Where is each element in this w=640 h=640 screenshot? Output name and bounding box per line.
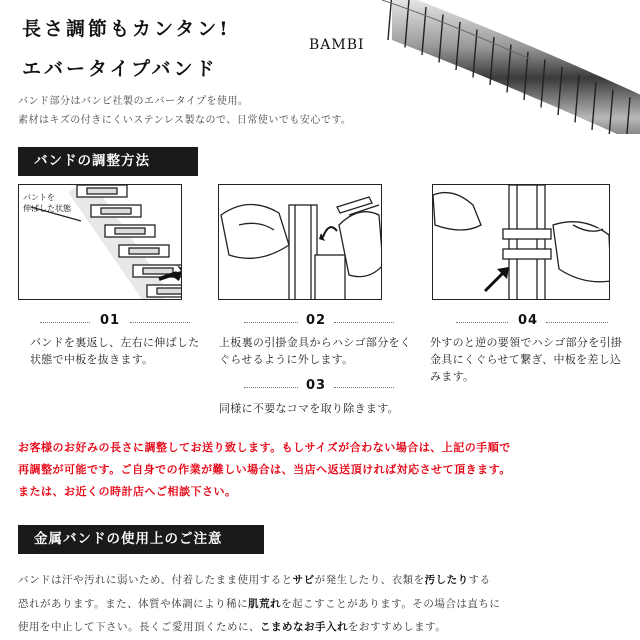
caution-text: 恐れがあります。また、体質や体調により稀に — [18, 598, 249, 610]
step3-text: 同様に不要なコマを取り除きます。 — [219, 402, 399, 415]
headline-line2: エバータイプバンド — [22, 58, 218, 80]
caution-text: を起こすことがあります。その場合は直ちに — [281, 598, 501, 610]
step2-divider-right — [334, 322, 394, 323]
step2-divider-left — [244, 322, 298, 323]
step4-text: 外すのと逆の要領でハシゴ部分を引掛金具にくぐらせて繋ぎ、中板を差し込みます。 — [430, 336, 623, 383]
step4-number: 04 — [518, 313, 539, 328]
caution-emphasis: こまめなお手入れ — [260, 621, 348, 633]
step1-divider-left — [40, 322, 90, 323]
step3-divider-left — [244, 387, 298, 388]
step1-divider-right — [130, 322, 190, 323]
caution-emphasis: 汚したり — [424, 574, 469, 586]
caution-text: する — [468, 574, 491, 586]
intro-line2: 素材はキズの付きにくいステンレス製なので、日常使いでも安心です。 — [18, 115, 352, 126]
caution-text: が発生したり、衣類を — [314, 574, 425, 586]
intro-line1: バンド部分はバンビ社製のエバータイプを使用。 — [18, 96, 249, 107]
caution-line1 — [18, 572, 491, 587]
caution-text: 使用を中止して下さい。長くご愛用頂くために、 — [18, 621, 260, 633]
step4-divider-right — [546, 322, 608, 323]
band-photo — [382, 0, 640, 134]
section-header-adjust: バンドの調整方法 — [18, 147, 198, 176]
section-header-caution: 金属バンドの使用上のご注意 — [18, 525, 264, 554]
notice-line2: 再調整が可能です。ご自身での作業が難しい場合は、当店へ返送頂ければ対応させて頂きます。 — [18, 463, 511, 476]
step3-number: 03 — [306, 378, 327, 393]
step4-divider-left — [456, 322, 508, 323]
headline-line1: 長さ調節もカンタン! — [22, 18, 231, 40]
panel1-caption-line1: バントを — [23, 193, 55, 202]
step-illustration-1 — [18, 184, 182, 300]
caution-text: バンドは汗や汚れに弱いため、付着したまま使用すると — [18, 574, 293, 586]
step1-number: 01 — [100, 313, 121, 328]
caution-line2 — [18, 596, 500, 611]
notice-line1: お客様のお好みの長さに調整してお送り致します。もしサイズが合わない場合は、上記の手順で — [18, 441, 511, 454]
panel1-caption-line2: 伸ばした状態 — [23, 204, 71, 213]
step2-number: 02 — [306, 313, 327, 328]
caution-text: をおすすめします。 — [348, 621, 447, 633]
step-illustration-4 — [432, 184, 610, 300]
step2-text: 上板裏の引掛金具からハシゴ部分をくぐらせるように外します。 — [219, 336, 412, 366]
caution-emphasis: サビ — [292, 574, 315, 586]
caution-emphasis: 肌荒れ — [248, 598, 282, 610]
step-illustration-2 — [218, 184, 382, 300]
step3-divider-right — [334, 387, 394, 388]
brand-logo: BAMBI — [309, 37, 365, 53]
caution-line3 — [18, 619, 446, 634]
step1-text: バンドを裏返し、左右に伸ばした状態で中板を抜きます。 — [30, 336, 200, 366]
notice-line3: または、お近くの時計店へご相談下さい。 — [18, 485, 237, 498]
